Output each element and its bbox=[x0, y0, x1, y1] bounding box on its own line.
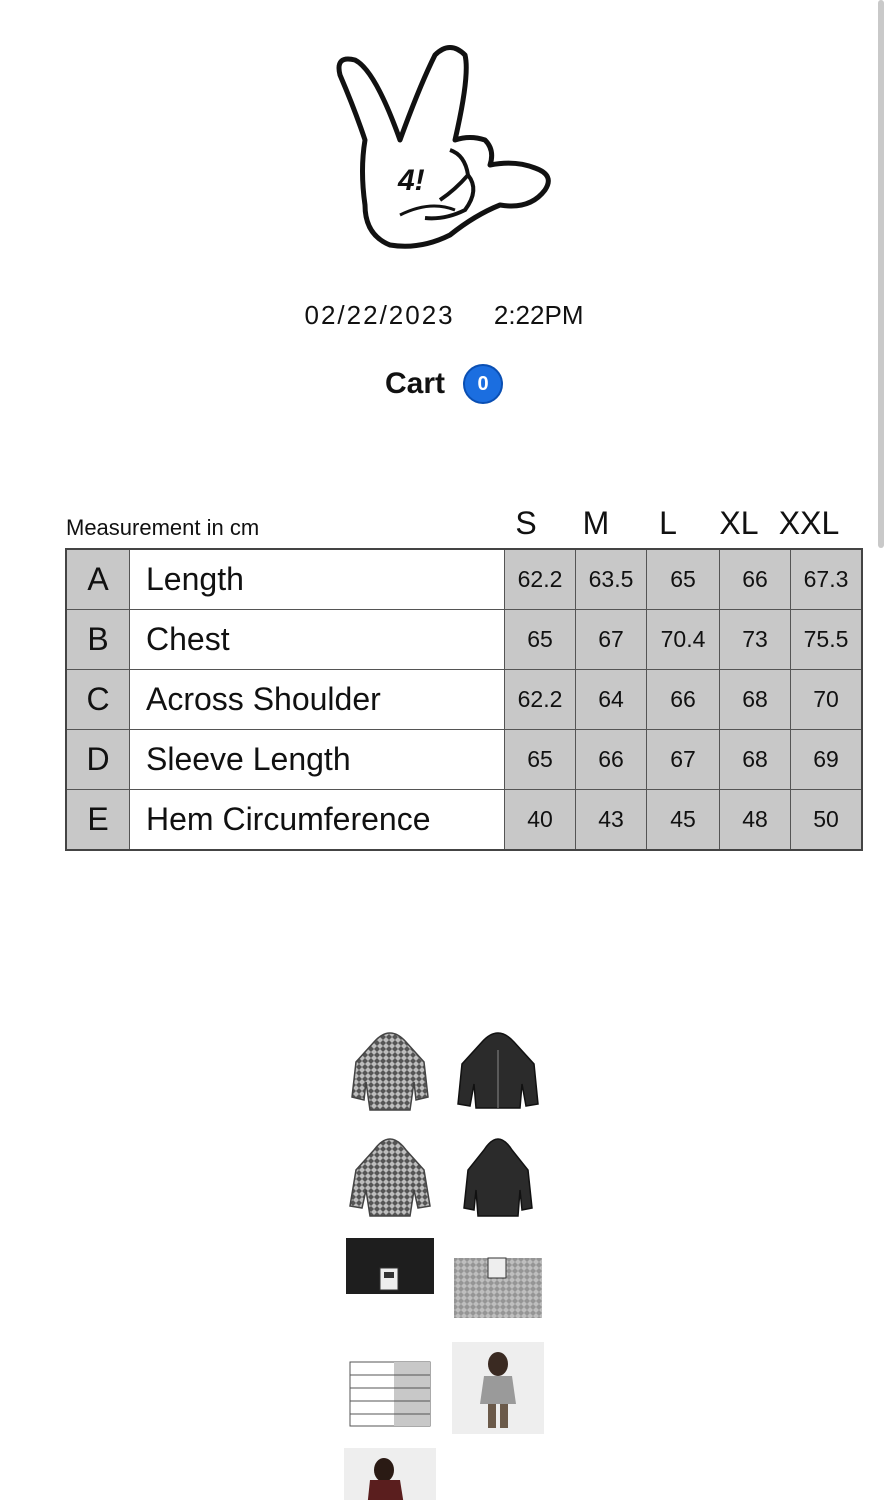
cell-value: 73 bbox=[720, 610, 791, 670]
size-chart-thumbnail-icon bbox=[344, 1342, 436, 1434]
page-scrollbar[interactable] bbox=[878, 0, 884, 548]
cell-value: 65 bbox=[647, 549, 720, 610]
cell-value: 66 bbox=[576, 730, 647, 790]
black-hoodie-front-icon bbox=[452, 1022, 544, 1114]
cell-value: 66 bbox=[647, 670, 720, 730]
cell-value: 65 bbox=[505, 610, 576, 670]
cell-value: 64 bbox=[576, 670, 647, 730]
cell-value: 62.2 bbox=[505, 670, 576, 730]
black-hoodie-back-icon bbox=[452, 1128, 544, 1220]
row-name: Chest bbox=[130, 610, 505, 670]
model-photo-icon bbox=[452, 1342, 544, 1434]
thumbnail-patterned-hoodie-back[interactable] bbox=[344, 1128, 436, 1220]
cart-label: Cart bbox=[384, 367, 445, 400]
row-letter: C bbox=[66, 670, 130, 730]
measurement-caption: Measurement in cm bbox=[66, 515, 260, 540]
size-chart-header bbox=[66, 505, 846, 545]
cell-value: 70 bbox=[791, 670, 863, 730]
cell-value: 68 bbox=[720, 730, 791, 790]
cell-value: 75.5 bbox=[791, 610, 863, 670]
table-row bbox=[66, 790, 862, 851]
thumbnail-model-photo-2[interactable] bbox=[344, 1448, 436, 1500]
row-name: Sleeve Length bbox=[130, 730, 505, 790]
size-header-xl: XL bbox=[719, 505, 759, 541]
thumbnail-black-fabric-label[interactable] bbox=[344, 1234, 436, 1326]
table-row bbox=[66, 730, 862, 790]
row-name: Across Shoulder bbox=[130, 670, 505, 730]
date-text: 02/22/2023 bbox=[304, 300, 455, 330]
row-name: Hem Circumference bbox=[130, 790, 505, 851]
cell-value: 68 bbox=[720, 670, 791, 730]
model-photo-2-icon bbox=[344, 1448, 436, 1500]
row-letter: A bbox=[66, 549, 130, 610]
size-header-l: L bbox=[659, 505, 677, 541]
table-row bbox=[66, 549, 862, 610]
cell-value: 65 bbox=[505, 730, 576, 790]
cart-count-badge: 0 bbox=[463, 364, 503, 404]
thumbnail-black-hoodie-front[interactable] bbox=[452, 1022, 544, 1114]
row-name: Length bbox=[130, 549, 505, 610]
cell-value: 43 bbox=[576, 790, 647, 851]
date-time bbox=[0, 300, 888, 331]
cell-value: 48 bbox=[720, 790, 791, 851]
patterned-hoodie-front-icon bbox=[344, 1022, 436, 1114]
cell-value: 66 bbox=[720, 549, 791, 610]
row-letter: E bbox=[66, 790, 130, 851]
logo-text: 4! bbox=[398, 164, 425, 197]
size-header-xxl: XXL bbox=[778, 505, 840, 541]
cell-value: 40 bbox=[505, 790, 576, 851]
table-row bbox=[66, 610, 862, 670]
cell-value: 63.5 bbox=[576, 549, 647, 610]
patterned-fabric-label-icon bbox=[452, 1250, 544, 1342]
size-header-m: M bbox=[582, 505, 610, 541]
time-text: 2:22PM bbox=[493, 300, 584, 330]
peace-hand-logo-icon bbox=[330, 40, 560, 255]
row-letter: B bbox=[66, 610, 130, 670]
brand-logo[interactable] bbox=[330, 40, 560, 255]
cell-value: 67.3 bbox=[791, 549, 863, 610]
cell-value: 62.2 bbox=[505, 549, 576, 610]
thumbnail-patterned-fabric-label[interactable] bbox=[452, 1250, 544, 1342]
cell-value: 67 bbox=[647, 730, 720, 790]
cart-link[interactable] bbox=[0, 364, 888, 404]
thumbnail-model-photo[interactable] bbox=[452, 1342, 544, 1434]
cell-value: 69 bbox=[791, 730, 863, 790]
size-chart-table bbox=[65, 548, 863, 851]
cell-value: 50 bbox=[791, 790, 863, 851]
cell-value: 67 bbox=[576, 610, 647, 670]
thumbnail-patterned-hoodie-front[interactable] bbox=[344, 1022, 436, 1114]
cell-value: 70.4 bbox=[647, 610, 720, 670]
table-row bbox=[66, 670, 862, 730]
black-fabric-label-icon bbox=[344, 1234, 436, 1326]
row-letter: D bbox=[66, 730, 130, 790]
thumbnail-size-chart[interactable] bbox=[344, 1342, 436, 1434]
thumbnail-black-hoodie-back[interactable] bbox=[452, 1128, 544, 1220]
patterned-hoodie-back-icon bbox=[344, 1128, 436, 1220]
size-header-s: S bbox=[515, 505, 537, 541]
cell-value: 45 bbox=[647, 790, 720, 851]
